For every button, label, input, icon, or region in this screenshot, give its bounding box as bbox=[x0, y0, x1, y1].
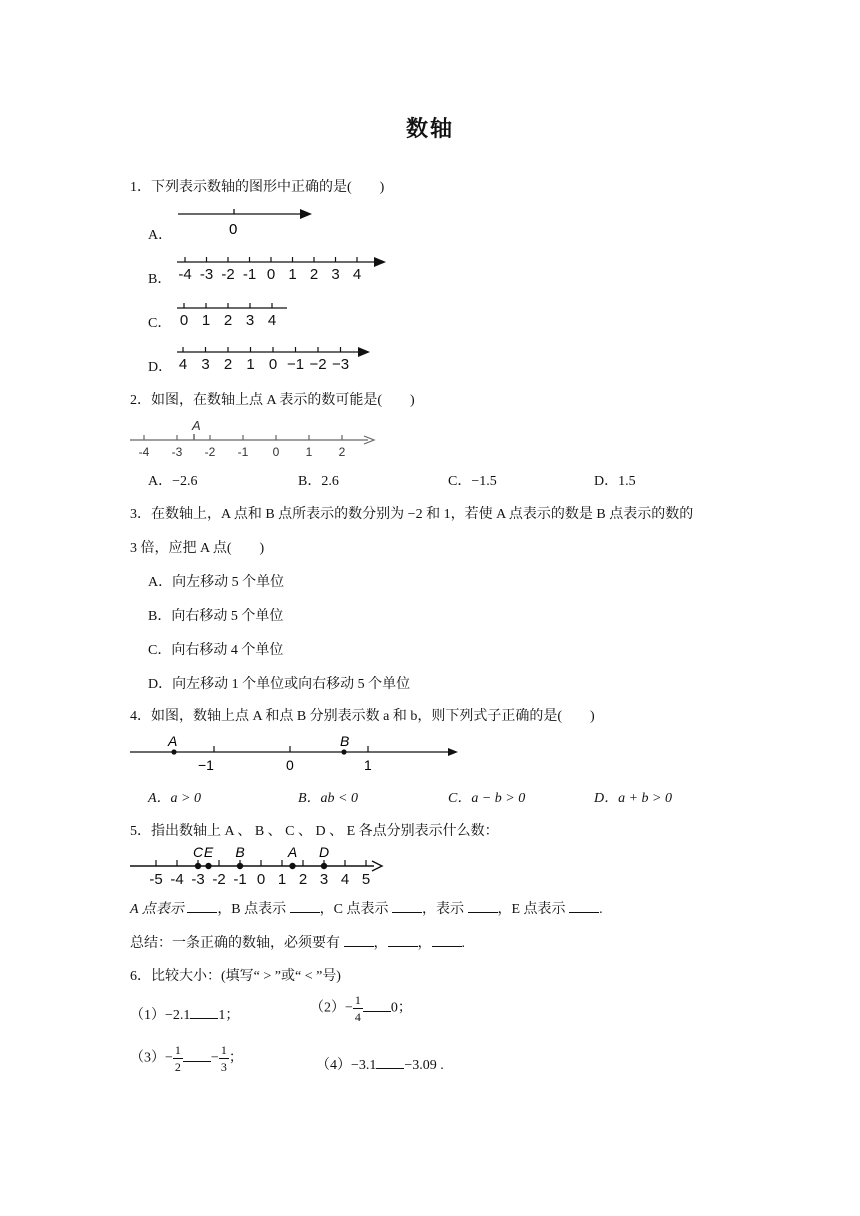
q5-fill-end: . bbox=[599, 902, 603, 917]
q1-figure-c bbox=[172, 298, 302, 330]
q6-p3-blank[interactable] bbox=[183, 1049, 211, 1062]
q5-point-label-c: C bbox=[192, 844, 204, 860]
q2-stem: 2．如图，在数轴上点 A 表示的数可能是( ) bbox=[130, 393, 415, 408]
q2-option-a: A．−2.6 bbox=[148, 474, 198, 489]
q1-a-tick-0: 0 bbox=[229, 221, 238, 238]
q5-point-label-d: D bbox=[318, 844, 330, 860]
q1-c-tick-label: 0 bbox=[179, 312, 189, 329]
q5-fill-e: ，E 点表示 bbox=[497, 902, 566, 917]
q6-p3-label: （3） bbox=[130, 1050, 165, 1066]
q5-point-label-a: A bbox=[287, 844, 298, 860]
q1-stem: 1．下列表示数轴的图形中正确的是( ) bbox=[130, 180, 385, 195]
q6-p4-right: −3.09 . bbox=[404, 1058, 444, 1073]
q5-tick-label: 0 bbox=[256, 871, 266, 888]
q1-option-c-label: C． bbox=[148, 316, 172, 331]
q5-point-d bbox=[321, 863, 327, 869]
q1-c-tick-label: 3 bbox=[245, 312, 255, 329]
q6-p3-fraction-1 bbox=[173, 1044, 183, 1073]
q5-fill-a: A 点表示 bbox=[130, 902, 184, 917]
q6-part-2 bbox=[310, 994, 412, 1023]
q5-fill-c: ，C 点表示 bbox=[319, 902, 389, 917]
q5-summary-blank-2[interactable] bbox=[388, 934, 418, 947]
q6-p1-left: −2.1 bbox=[165, 1008, 191, 1023]
q5-summary-prefix: 总结：一条正确的数轴，必须要有 bbox=[130, 936, 340, 951]
q2-tick-label: -1 bbox=[237, 445, 249, 459]
q1-b-tick-label: -3 bbox=[199, 266, 214, 283]
q4-tick-1: 1 bbox=[364, 757, 372, 773]
q2-tick-label: -3 bbox=[171, 445, 183, 459]
q6-p2-label: （2） bbox=[310, 1000, 345, 1016]
q1-figure-b bbox=[172, 252, 392, 284]
q2-tick-label: -2 bbox=[204, 445, 216, 459]
q2-number-line bbox=[128, 414, 388, 462]
q5-point-c bbox=[195, 863, 201, 869]
q3-stem-line1: 3．在数轴上，A 点和 B 点所表示的数分别为 −2 和 1，若使 A 点表示的数是 B 点表示的数的 bbox=[130, 507, 694, 522]
q1-b-tick-label: 3 bbox=[331, 266, 340, 283]
q1-d-tick-label: −2 bbox=[309, 356, 327, 373]
q3-option-c: C．向右移动 4 个单位 bbox=[148, 643, 284, 658]
q5-blank-d[interactable] bbox=[468, 900, 498, 913]
q5-tick-label: -5 bbox=[149, 871, 163, 888]
q6-p3-num1: 1 bbox=[174, 1043, 181, 1057]
q5-point-label-e: E bbox=[203, 844, 214, 860]
q5-tick-label: 1 bbox=[277, 871, 287, 888]
q1-figure-a bbox=[172, 204, 322, 240]
q5-point-label-b: B bbox=[235, 844, 245, 860]
q5-tick-label: -1 bbox=[233, 871, 247, 888]
q1-d-tick-label: 2 bbox=[223, 356, 233, 373]
q1-d-tick-label: 3 bbox=[201, 356, 210, 373]
q4-option-b: B．ab < 0 bbox=[298, 791, 358, 806]
q6-p4-left: −3.1 bbox=[351, 1058, 377, 1073]
q1-b-tick-label: -4 bbox=[178, 266, 192, 283]
q3-stem-line2: 3 倍，应把 A 点( ) bbox=[130, 541, 265, 556]
q5-tick-label: 5 bbox=[361, 871, 371, 888]
q1-figure-d bbox=[172, 342, 382, 374]
q6-p2-fraction bbox=[353, 994, 363, 1023]
q6-part-4 bbox=[316, 1054, 444, 1074]
q6-p3-den1: 2 bbox=[174, 1060, 181, 1074]
q6-p3-num2: 1 bbox=[220, 1043, 227, 1057]
q2-option-b: B．2.6 bbox=[298, 474, 339, 489]
q4-tick-neg1: −1 bbox=[198, 757, 214, 773]
q5-tick-label: 4 bbox=[340, 871, 350, 888]
q5-stem: 5．指出数轴上 A 、 B 、 C 、 D 、 E 各点分别表示什么数： bbox=[130, 824, 499, 839]
q3-option-a: A．向左移动 5 个单位 bbox=[148, 575, 285, 590]
q5-summary-end: . bbox=[461, 936, 465, 951]
q5-tick-label: -4 bbox=[170, 871, 184, 888]
q4-number-line bbox=[128, 732, 468, 774]
q6-stem: 6．比较大小：(填写“ > ”或“ < ”号) bbox=[130, 969, 341, 984]
q6-p4-blank[interactable] bbox=[376, 1056, 404, 1069]
q1-c-tick-label: 2 bbox=[223, 312, 233, 329]
q1-option-a-label: A． bbox=[148, 228, 173, 243]
q4-option-c: C．a − b > 0 bbox=[448, 791, 526, 806]
q5-blank-c[interactable] bbox=[392, 900, 422, 913]
q3-option-b: B．向右移动 5 个单位 bbox=[148, 609, 284, 624]
q1-b-tick-label: 1 bbox=[288, 266, 297, 283]
q4-option-d: D．a + b > 0 bbox=[594, 791, 673, 806]
q1-c-tick-label: 4 bbox=[267, 312, 277, 329]
q1-d-tick-label: 1 bbox=[246, 356, 255, 373]
q5-summary-sep-1: ， bbox=[373, 936, 388, 951]
q5-fill-b: ，B 点表示 bbox=[217, 902, 287, 917]
q6-p2-minus: − bbox=[345, 1000, 353, 1016]
q6-p3-end: ； bbox=[228, 1050, 243, 1066]
q2-tick-label: -4 bbox=[138, 445, 150, 459]
q1-d-tick-label: −1 bbox=[286, 356, 305, 373]
q5-point-a bbox=[289, 863, 295, 869]
q1-b-tick-label: -2 bbox=[221, 266, 235, 283]
q1-b-tick-label: 2 bbox=[309, 266, 319, 283]
q5-point-e bbox=[205, 863, 211, 869]
q5-point-b bbox=[237, 863, 243, 869]
q1-option-b-label: B． bbox=[148, 272, 172, 287]
q5-tick-label: 2 bbox=[298, 871, 308, 888]
q6-part-3 bbox=[130, 1044, 243, 1073]
q5-blank-b[interactable] bbox=[290, 900, 320, 913]
q6-part-1 bbox=[130, 1004, 239, 1024]
q5-summary-line bbox=[130, 932, 465, 952]
q5-blank-a[interactable] bbox=[187, 900, 217, 913]
q5-fill-d: ，表示 bbox=[422, 902, 464, 917]
q2-tick-label: 2 bbox=[338, 445, 346, 459]
q5-number-line bbox=[128, 842, 398, 890]
q2-option-d: D．1.5 bbox=[594, 474, 636, 489]
q3-option-d: D．向左移动 1 个单位或向右移动 5 个单位 bbox=[148, 677, 411, 692]
q4-option-a: A．a > 0 bbox=[148, 791, 201, 806]
q1-b-tick-label: 4 bbox=[352, 266, 362, 283]
q2-option-c: C．−1.5 bbox=[448, 474, 497, 489]
q6-p4-label: （4） bbox=[316, 1058, 351, 1073]
q6-p1-blank[interactable] bbox=[190, 1006, 218, 1019]
q6-p3-den2: 3 bbox=[220, 1060, 227, 1074]
q2-tick-label: 0 bbox=[272, 445, 280, 459]
q6-p2-blank[interactable] bbox=[363, 999, 391, 1012]
q4-label-b: B bbox=[340, 733, 350, 749]
q4-label-a: A bbox=[168, 733, 178, 749]
q4-stem: 4．如图，数轴上点 A 和点 B 分别表示数 a 和 b，则下列式子正确的是( ) bbox=[130, 709, 595, 724]
q1-b-tick-label: -1 bbox=[242, 266, 257, 283]
q6-p2-right: 0； bbox=[390, 1000, 412, 1016]
q6-p1-right: 1； bbox=[218, 1008, 240, 1023]
q5-blank-e[interactable] bbox=[569, 900, 599, 913]
q4-point-a bbox=[171, 749, 176, 754]
q5-tick-label: -2 bbox=[212, 871, 226, 888]
q6-p1-label: （1） bbox=[130, 1008, 165, 1023]
q6-p3-fraction-2 bbox=[219, 1044, 229, 1073]
q5-summary-blank-1[interactable] bbox=[344, 934, 374, 947]
q1-c-tick-label: 1 bbox=[201, 312, 211, 329]
q1-d-tick-label: 4 bbox=[178, 356, 188, 373]
q6-p2-den: 4 bbox=[354, 1010, 361, 1024]
q5-fill-line bbox=[130, 898, 603, 918]
q2-tick-label: 1 bbox=[305, 445, 313, 459]
q2-point-a-label: A bbox=[192, 418, 201, 433]
q6-p3-minus2: − bbox=[210, 1050, 219, 1066]
q6-p2-num: 1 bbox=[354, 993, 361, 1007]
page-title: 数轴 bbox=[405, 117, 454, 142]
q4-point-b bbox=[341, 749, 346, 754]
q5-tick-label: -3 bbox=[191, 871, 205, 888]
q4-tick-0: 0 bbox=[286, 757, 294, 773]
q1-option-d-label: D． bbox=[148, 360, 173, 375]
q5-summary-blank-3[interactable] bbox=[432, 934, 462, 947]
q1-b-tick-label: 0 bbox=[266, 266, 276, 283]
q5-tick-label: 3 bbox=[319, 871, 329, 888]
q5-summary-sep-2: ， bbox=[417, 936, 432, 951]
q1-d-tick-label: 0 bbox=[268, 356, 278, 373]
q1-d-tick-label: −3 bbox=[331, 356, 350, 373]
q6-p3-minus1: − bbox=[165, 1050, 173, 1066]
